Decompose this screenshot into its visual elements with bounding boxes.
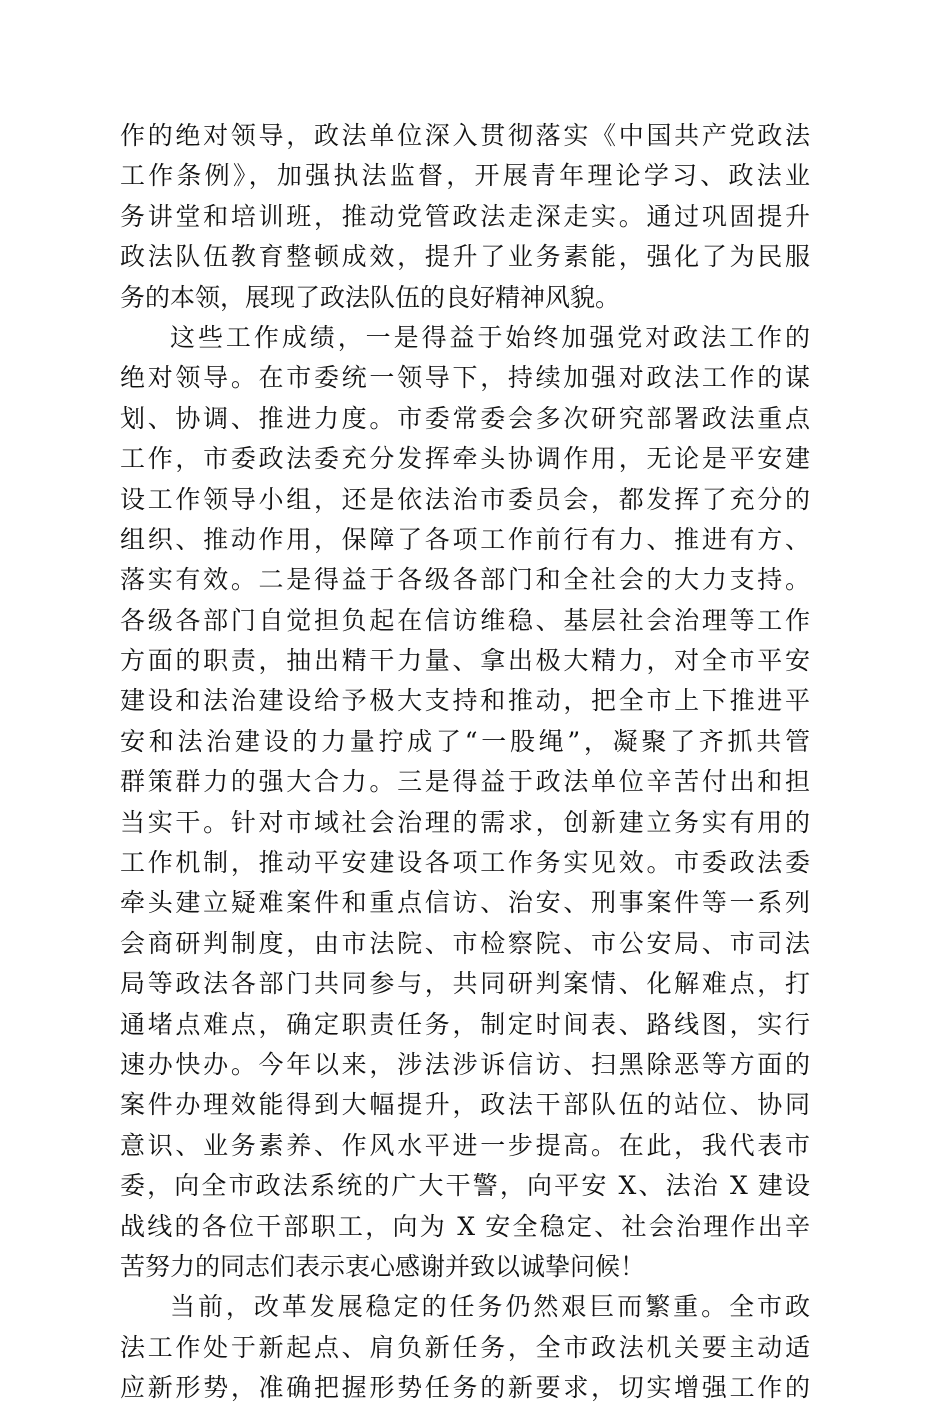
text-line: 安和法治建设的力量拧成了“一股绳”，凝聚了齐抓共管 [120,726,810,756]
body-text [120,116,810,1409]
text-line: 通堵点难点，确定职责任务，制定时间表、路线图，实行 [120,1009,810,1039]
text-line: 各级各部门自觉担负起在信访维稳、基层社会治理等工作 [120,605,810,635]
text-line: 设工作领导小组，还是依法治市委员会，都发挥了充分的 [120,484,810,514]
text-line: 绝对领导。在市委统一领导下，持续加强对政法工作的谋 [120,363,810,393]
text-line: 工作，市委政法委充分发挥牵头协调作用，无论是平安建 [120,444,810,474]
text-line: 工作机制，推动平安建设各项工作务实见效。市委政法委 [120,848,810,878]
text-line: 作的绝对领导，政法单位深入贯彻落实《中国共产党政法 [120,121,810,150]
text-line: 当前，改革发展稳定的任务仍然艰巨而繁重。全市政 [170,1292,810,1322]
text-line: 会商研判制度，由市法院、市检察院、市公安局、市司法 [120,928,810,958]
text-line: 牵头建立疑难案件和重点信访、治安、刑事案件等一系列 [120,888,810,918]
text-line: 务的本领，展现了政法队伍的良好精神风貌。 [120,282,621,312]
text-line: 工作条例》，加强执法监督，开展青年理论学习、政法业 [120,161,810,191]
text-line: 法工作处于新起点、肩负新任务，全市政法机关要主动适 [120,1332,810,1362]
text-line: 这些工作成绩，一是得益于始终加强党对政法工作的 [170,322,810,352]
text-line: 委，向全市政法系统的广大干警，向平安 X、法治 X 建设 [120,1171,810,1201]
text-line: 群策群力的强大合力。三是得益于政法单位辛苦付出和担 [120,767,810,797]
text-line: 战线的各位干部职工，向为 X 安全稳定、社会治理作出辛 [120,1211,810,1241]
text-line: 方面的职责，抽出精干力量、拿出极大精力，对全市平安 [120,646,810,676]
text-line: 速办快办。今年以来，涉法涉诉信访、扫黑除恶等方面的 [120,1049,810,1079]
text-line: 当实干。针对市域社会治理的需求，创新建立务实有用的 [120,807,810,837]
text-line: 局等政法各部门共同参与，共同研判案情、化解难点，打 [120,969,810,999]
text-line: 政法队伍教育整顿成效，提升了业务素能，强化了为民服 [120,242,810,272]
text-line: 应新形势，准确把握形势任务的新要求，切实增强工作的 [120,1373,810,1403]
text-line: 意识、业务素养、作风水平进一步提高。在此，我代表市 [120,1130,810,1160]
text-line: 落实有效。二是得益于各级各部门和全社会的大力支持。 [120,565,810,595]
text-line: 组织、推动作用，保障了各项工作前行有力、推进有方、 [120,524,810,554]
text-line: 案件办理效能得到大幅提升，政法干部队伍的站位、协同 [120,1090,810,1120]
text-line: 划、协调、推进力度。市委常委会多次研究部署政法重点 [120,403,810,433]
text-line: 建设和法治建设给予极大支持和推动，把全市上下推进平 [120,686,810,716]
text-line: 苦努力的同志们表示衷心感谢并致以诚挚问候！ [120,1251,646,1281]
text-line: 务讲堂和培训班，推动党管政法走深走实。通过巩固提升 [120,201,810,231]
